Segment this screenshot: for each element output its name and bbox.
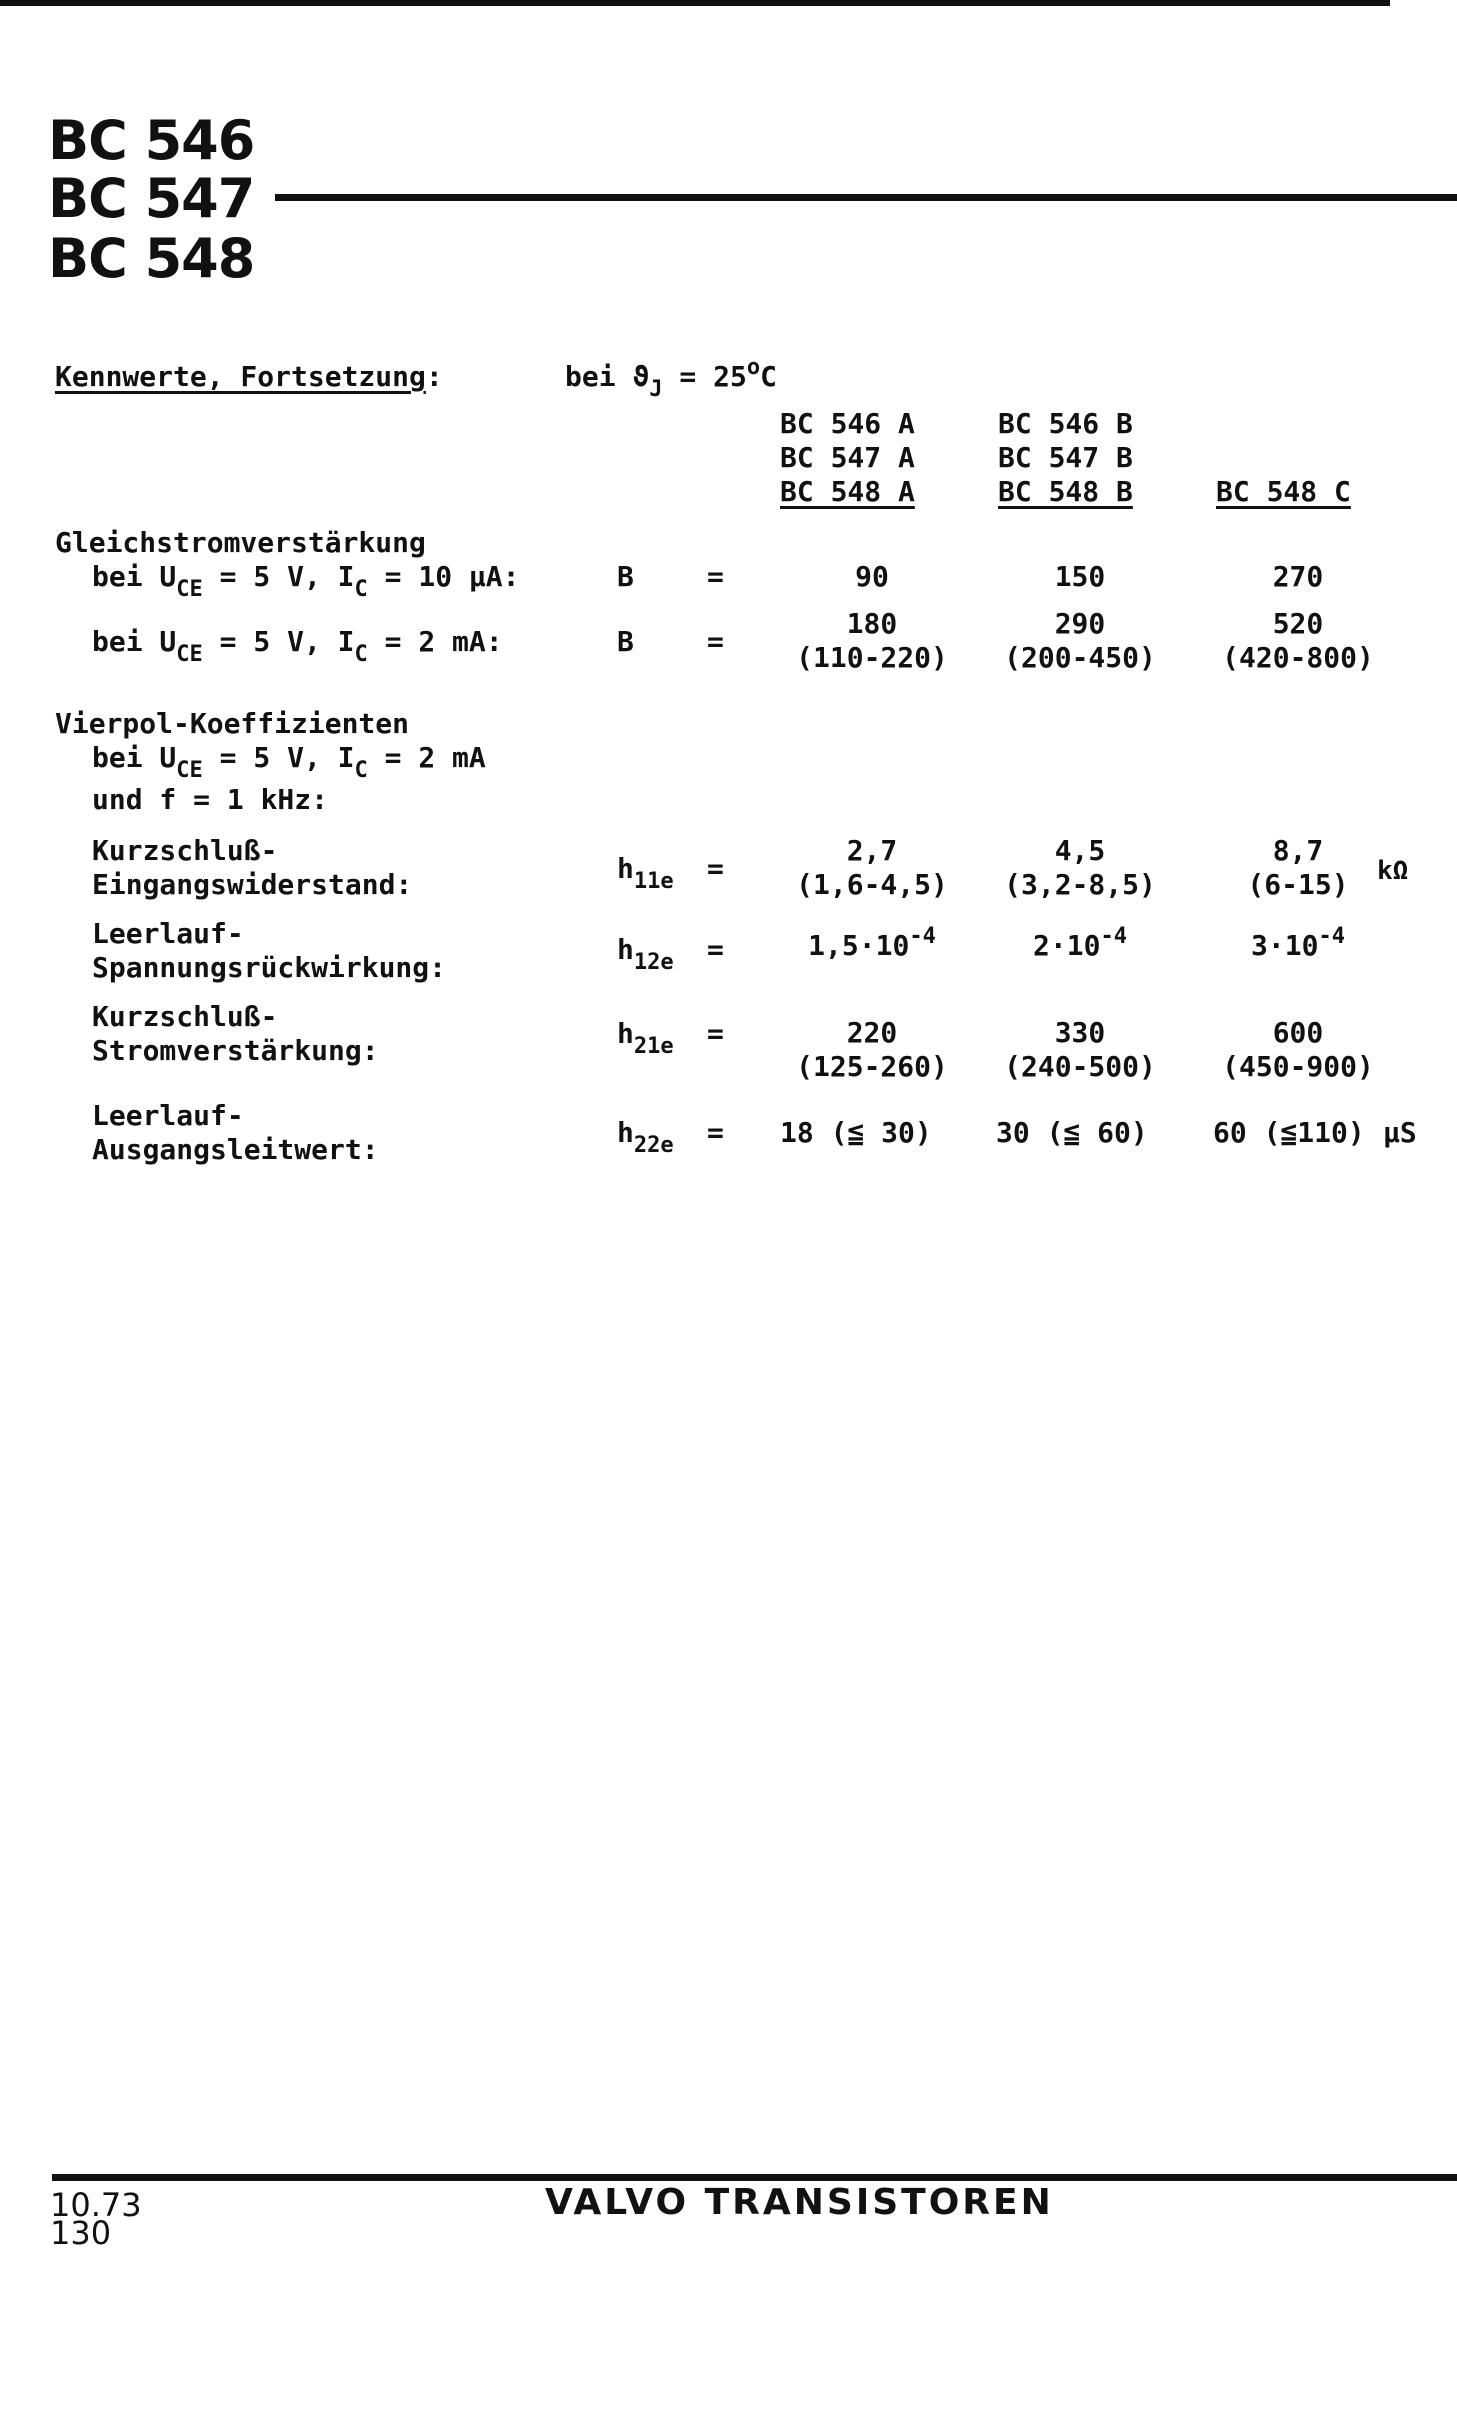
cond-sub: C (354, 758, 368, 783)
cond-text: = 10 µA: (367, 560, 520, 593)
cond-text: = 2 mA (367, 741, 486, 774)
h12e-value-a (772, 924, 972, 963)
h22e-value-b: 30 (≦ 60) (996, 1116, 1148, 1149)
top-border (0, 0, 1390, 6)
exponent: -4 (909, 924, 936, 949)
dc-gain-row2-value-a: 180 (846, 607, 898, 640)
h21e-range-b: (240-500) (1004, 1050, 1156, 1083)
h21e-label-line1: Kurzschluß- (92, 1000, 278, 1033)
h21e-range-a: (125-260) (796, 1050, 948, 1083)
footer-rule (52, 2174, 1457, 2181)
h11e-range-c: (6-15) (1247, 868, 1349, 901)
h11e-value-c: 8,7 (1272, 834, 1324, 867)
cond-text: = 5 V, I (202, 741, 355, 774)
symbol-sub: 21e (633, 1034, 674, 1059)
h11e-range-b: (3,2-8,5) (1004, 868, 1156, 901)
h21e-cell-a (772, 1016, 972, 1084)
dc-gain-title: Gleichstromverstärkung (55, 526, 426, 559)
h12e-label-line1: Leerlauf- (92, 917, 244, 950)
section-heading-text: Kennwerte, Fortsetzung (55, 360, 426, 393)
dc-gain-row1-condition (92, 560, 520, 602)
h22e-equals: = (707, 1116, 724, 1149)
h21e-symbol (617, 1017, 674, 1059)
column-b-line3: BC 548 B (998, 475, 1133, 508)
dc-gain-row1-value-c: 270 (1272, 560, 1324, 593)
hparams-title: Vierpol-Koeffizienten (55, 707, 410, 740)
cond-sub: C (354, 642, 368, 667)
h21e-range-c: (450-900) (1222, 1050, 1374, 1083)
column-a-line1: BC 546 A (780, 407, 915, 440)
h11e-label-line2: Eingangswiderstand: (92, 868, 413, 901)
symbol-letter: h (617, 1116, 634, 1149)
symbol-letter: h (617, 852, 634, 885)
temperature-prefix: bei ϑ (565, 360, 650, 393)
h11e-symbol (617, 852, 674, 894)
dc-gain-row1-equals: = (707, 560, 724, 593)
h22e-value-c: 60 (≦110) (1213, 1116, 1365, 1149)
cond-text: = 2 mA: (367, 625, 503, 658)
cond-text: = 5 V, I (202, 560, 355, 593)
h22e-label-line1: Leerlauf- (92, 1099, 244, 1132)
h11e-value-a: 2,7 (846, 834, 898, 867)
h22e-symbol (617, 1116, 674, 1158)
dc-gain-row1-symbol: B (617, 560, 634, 593)
h12e-value-b (980, 924, 1180, 963)
h21e-label-line2: Stromverstärkung: (92, 1034, 379, 1067)
mantissa: 2·10 (1033, 929, 1101, 962)
exponent: -4 (1318, 924, 1345, 949)
h22e-value-a: 18 (≦ 30) (780, 1116, 932, 1149)
section-heading-colon: : (425, 360, 443, 393)
h22e-unit: µS (1383, 1116, 1417, 1149)
h11e-cell-c (1198, 834, 1398, 902)
h21e-value-c: 600 (1272, 1016, 1324, 1049)
temperature-condition (565, 355, 777, 402)
symbol-sub: 22e (633, 1133, 674, 1158)
h11e-equals: = (707, 852, 724, 885)
dc-gain-row2-cell-a (772, 607, 972, 675)
temperature-degree: o (746, 355, 761, 380)
h22e-label (92, 1099, 379, 1167)
exponent: -4 (1100, 924, 1127, 949)
dc-gain-row2-range-a: (110-220) (796, 641, 948, 674)
dc-gain-row2-cell-b (980, 607, 1180, 675)
temperature-value: = 25 (662, 360, 747, 393)
cond-text: bei U (92, 741, 177, 774)
column-header-b (998, 407, 1133, 509)
dc-gain-row2-symbol: B (617, 625, 634, 658)
h22e-label-line2: Ausgangsleitwert: (92, 1133, 379, 1166)
h21e-value-a: 220 (846, 1016, 898, 1049)
column-a-line2: BC 547 A (780, 441, 915, 474)
column-header-a (780, 407, 915, 509)
mantissa: 3·10 (1251, 929, 1319, 962)
dc-gain-row2-value-b: 290 (1054, 607, 1106, 640)
footer-date: 10.73 (50, 2186, 142, 2224)
cond-text: = 5 V, I (202, 625, 355, 658)
cond-text: bei U (92, 560, 177, 593)
h11e-range-a: (1,6-4,5) (796, 868, 948, 901)
column-a-line3: BC 548 A (780, 475, 915, 508)
h12e-equals: = (707, 933, 724, 966)
column-b-line1: BC 546 B (998, 407, 1133, 440)
title-rule (275, 194, 1457, 201)
symbol-letter: h (617, 933, 634, 966)
h21e-label (92, 1000, 379, 1068)
temperature-unit: C (760, 360, 777, 393)
hparams-condition-1 (92, 741, 486, 783)
h11e-value-b: 4,5 (1054, 834, 1106, 867)
cond-text: bei U (92, 625, 177, 658)
dc-gain-row2-equals: = (707, 625, 724, 658)
temperature-sub: J (649, 377, 663, 402)
h11e-unit: kΩ (1377, 856, 1409, 886)
footer-brand: VALVO TRANSISTOREN (545, 2182, 1054, 2223)
h12e-label (92, 917, 446, 985)
h12e-symbol (617, 933, 674, 975)
h21e-value-b: 330 (1054, 1016, 1106, 1049)
cond-sub: CE (176, 758, 203, 783)
dc-gain-row2-value-c: 520 (1272, 607, 1324, 640)
section-heading (55, 360, 443, 394)
h11e-label-line1: Kurzschluß- (92, 834, 278, 867)
hparams-condition-2: und f = 1 kHz: (92, 783, 329, 816)
h21e-cell-b (980, 1016, 1180, 1084)
column-header-c (1216, 475, 1351, 509)
title-bc547: BC 547 (48, 167, 255, 230)
dc-gain-row2-cell-c (1198, 607, 1398, 675)
dc-gain-row2-range-c: (420-800) (1222, 641, 1374, 674)
dc-gain-row2-condition (92, 625, 503, 667)
cond-sub: C (354, 577, 368, 602)
h21e-equals: = (707, 1017, 724, 1050)
h11e-label (92, 834, 412, 902)
title-bc546: BC 546 (48, 109, 255, 172)
footer-page-number: 130 (50, 2214, 112, 2252)
symbol-sub: 12e (633, 950, 674, 975)
dc-gain-row2-range-b: (200-450) (1004, 641, 1156, 674)
h21e-cell-c (1198, 1016, 1398, 1084)
h12e-value-c (1198, 924, 1398, 963)
column-b-line2: BC 547 B (998, 441, 1133, 474)
cond-sub: CE (176, 577, 203, 602)
symbol-sub: 11e (633, 869, 674, 894)
column-c-line1: BC 548 C (1216, 475, 1351, 508)
title-bc548: BC 548 (48, 227, 255, 290)
h12e-label-line2: Spannungsrückwirkung: (92, 951, 447, 984)
symbol-letter: h (617, 1017, 634, 1050)
mantissa: 1,5·10 (808, 929, 910, 962)
h11e-cell-b (980, 834, 1180, 902)
dc-gain-row1-value-b: 150 (1054, 560, 1106, 593)
dc-gain-row1-value-a: 90 (855, 560, 889, 593)
cond-sub: CE (176, 642, 203, 667)
h11e-cell-a (772, 834, 972, 902)
